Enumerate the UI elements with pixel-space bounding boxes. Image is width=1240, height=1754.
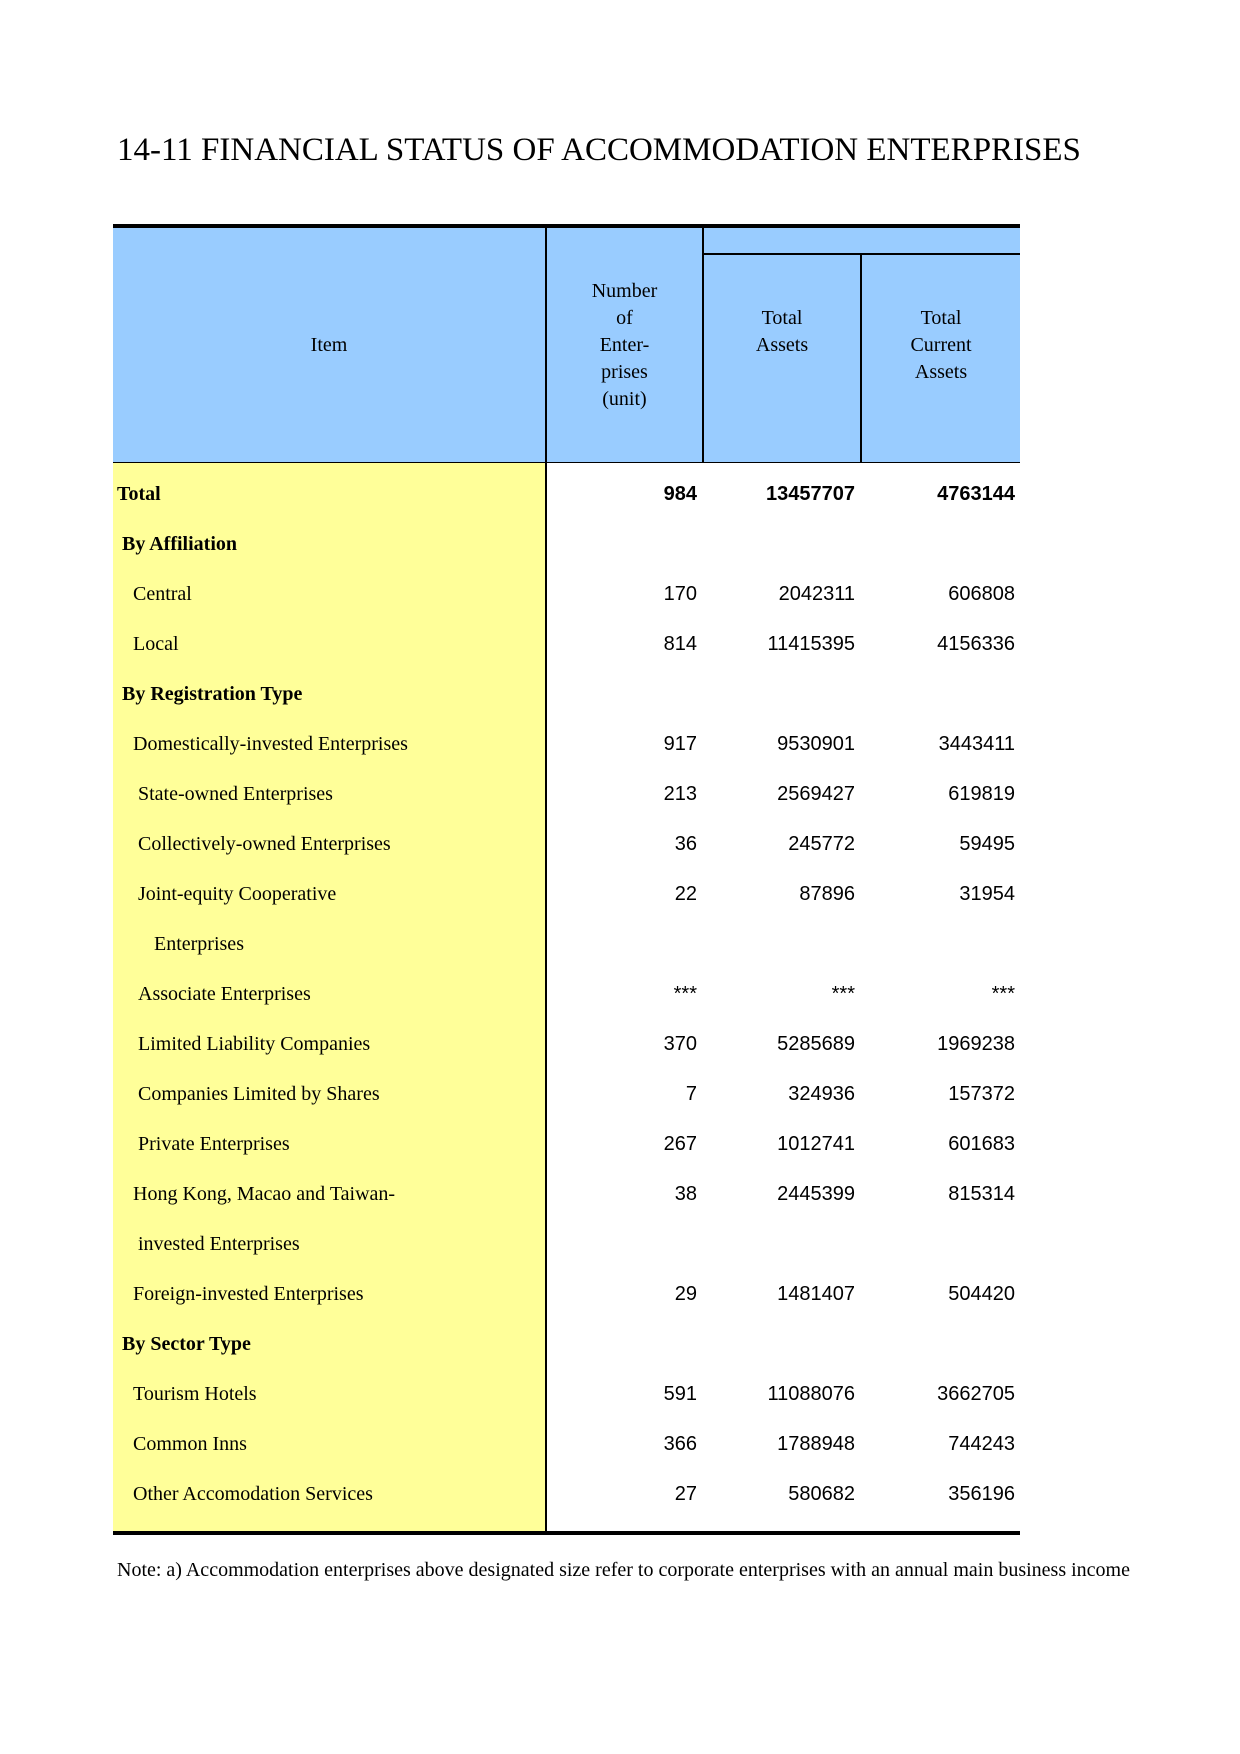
number-of-enterprises-cell: 917: [663, 733, 697, 755]
number-of-enterprises-cell: 27: [674, 1483, 697, 1505]
row-label: By Registration Type: [122, 683, 303, 705]
header-number-line: of: [616, 307, 633, 329]
number-of-enterprises-cell: [547, 669, 697, 719]
total-assets-cell: 580682: [788, 1483, 855, 1505]
total-assets-cell: 5285689: [777, 1033, 855, 1055]
total-assets-cell: [704, 1319, 855, 1369]
table-row: [113, 1269, 1020, 1319]
total-assets-cell: 1481407: [777, 1283, 855, 1305]
table-row: [113, 1469, 1020, 1519]
total-assets-cell: 9530901: [777, 733, 855, 755]
total-current-assets-cell: [862, 919, 1015, 969]
row-label: Private Enterprises: [138, 1133, 290, 1155]
header-number-of-enterprises: [547, 228, 702, 463]
table-row: [113, 969, 1020, 1019]
row-label: Associate Enterprises: [138, 983, 311, 1005]
table-row: [113, 819, 1020, 869]
header-total-current-assets-line: Total: [920, 307, 962, 329]
total-current-assets-cell: 4763144: [937, 483, 1015, 505]
total-current-assets-cell: 157372: [948, 1083, 1015, 1105]
total-current-assets-cell: 606808: [948, 583, 1015, 605]
header-group-cell: [704, 228, 1020, 253]
number-of-enterprises-cell: 984: [663, 483, 697, 505]
total-assets-cell: 13457707: [766, 483, 855, 505]
row-label: State-owned Enterprises: [138, 783, 333, 805]
header-total-current-assets-line: Assets: [914, 361, 968, 383]
header-total-assets: [704, 255, 860, 463]
row-label: Other Accomodation Services: [133, 1483, 373, 1505]
total-assets-cell: ***: [831, 983, 855, 1005]
number-of-enterprises-cell: 170: [663, 583, 697, 605]
table-row: [113, 519, 1020, 569]
table-row: [113, 769, 1020, 819]
table-row: [113, 1319, 1020, 1369]
total-current-assets-cell: 3443411: [938, 733, 1015, 755]
total-current-assets-cell: 3662705: [937, 1383, 1015, 1405]
table-row: [113, 619, 1020, 669]
row-label: Common Inns: [133, 1433, 247, 1455]
row-label: Hong Kong, Macao and Taiwan-: [133, 1183, 396, 1205]
header-item: [113, 228, 545, 463]
total-current-assets-cell: [862, 519, 1015, 569]
total-assets-cell: 11088076: [767, 1383, 855, 1405]
header-number-line: (unit): [602, 388, 647, 410]
table-row: [113, 919, 1020, 969]
total-current-assets-cell: 619819: [948, 783, 1015, 805]
total-assets-cell: 1012741: [777, 1133, 855, 1155]
table-row: [113, 1019, 1020, 1069]
row-label: Total: [117, 483, 161, 505]
total-current-assets-cell: 744243: [948, 1433, 1015, 1455]
total-current-assets-cell: [862, 669, 1015, 719]
number-of-enterprises-cell: 38: [674, 1183, 697, 1205]
number-of-enterprises-cell: 7: [685, 1083, 697, 1105]
table-row: [113, 1369, 1020, 1419]
number-of-enterprises-cell: 36: [674, 833, 697, 855]
total-assets-cell: [704, 669, 855, 719]
total-assets-cell: [704, 519, 855, 569]
total-assets-cell: 11415395: [767, 633, 855, 655]
row-label: Foreign-invested Enterprises: [133, 1283, 364, 1305]
header-total-current-assets-line: Current: [910, 334, 972, 356]
row-label: Central: [133, 583, 192, 605]
total-current-assets-cell: [862, 1219, 1015, 1269]
number-of-enterprises-cell: 29: [674, 1283, 697, 1305]
number-of-enterprises-cell: [547, 1219, 697, 1269]
row-label: Domestically-invested Enterprises: [133, 733, 408, 755]
table-row: [113, 1119, 1020, 1169]
number-of-enterprises-cell: 213: [663, 783, 697, 805]
table-row: [113, 869, 1020, 919]
header-divider: [545, 228, 547, 463]
table-row: [113, 719, 1020, 769]
number-of-enterprises-cell: 591: [663, 1383, 697, 1405]
number-of-enterprises-cell: [547, 1319, 697, 1369]
row-label: Joint-equity Cooperative: [138, 883, 337, 905]
total-current-assets-cell: [862, 1319, 1015, 1369]
number-of-enterprises-cell: 22: [674, 883, 697, 905]
number-of-enterprises-cell: 814: [663, 633, 697, 655]
number-of-enterprises-cell: 366: [663, 1433, 697, 1455]
total-current-assets-cell: 4156336: [937, 633, 1015, 655]
header-divider: [702, 228, 704, 463]
total-assets-cell: 87896: [799, 883, 855, 905]
header-number-line: Number: [591, 280, 658, 302]
number-of-enterprises-cell: [547, 919, 697, 969]
bottom-rule: [113, 1531, 1020, 1535]
total-assets-cell: 245772: [788, 833, 855, 855]
financial-status-table: [113, 224, 1020, 1537]
row-label: Limited Liability Companies: [138, 1033, 371, 1055]
total-assets-cell: [704, 919, 855, 969]
number-of-enterprises-cell: 370: [663, 1033, 697, 1055]
total-assets-cell: [704, 1219, 855, 1269]
table-row: [113, 569, 1020, 619]
row-label: Tourism Hotels: [133, 1383, 257, 1405]
row-label: Collectively-owned Enterprises: [138, 833, 391, 855]
row-label: Enterprises: [154, 933, 244, 955]
row-label: By Sector Type: [122, 1333, 251, 1355]
total-current-assets-cell: 601683: [948, 1133, 1015, 1155]
header-divider: [860, 253, 862, 463]
header-number-line: Enter-: [599, 334, 650, 356]
row-label: Companies Limited by Shares: [138, 1083, 380, 1105]
total-assets-cell: 2042311: [778, 583, 855, 605]
total-current-assets-cell: 31954: [959, 883, 1015, 905]
table-body: [113, 463, 1020, 1537]
table-row: [113, 1219, 1020, 1269]
header-total-assets-line: Total: [761, 307, 803, 329]
total-current-assets-cell: 815314: [948, 1183, 1015, 1205]
total-current-assets-cell: 504420: [948, 1283, 1015, 1305]
total-assets-cell: 1788948: [777, 1433, 855, 1455]
table-row: [113, 669, 1020, 719]
total-assets-cell: 2569427: [777, 783, 855, 805]
table-row: [113, 1169, 1020, 1219]
table-row: [113, 1069, 1020, 1119]
number-of-enterprises-cell: ***: [673, 983, 697, 1005]
header-total-assets-line: Assets: [755, 334, 809, 356]
row-label: Local: [133, 633, 179, 655]
total-current-assets-cell: 1969238: [937, 1033, 1015, 1055]
table-row: [113, 1419, 1020, 1469]
page-title: 14-11 FINANCIAL STATUS OF ACCOMMODATION ENTERPRISES: [117, 132, 1081, 168]
row-label: By Affiliation: [122, 533, 238, 555]
table-row: [113, 469, 1020, 519]
header-item-label: Item: [310, 334, 348, 356]
total-current-assets-cell: 59495: [959, 833, 1015, 855]
number-of-enterprises-cell: 267: [663, 1133, 697, 1155]
header-total-current-assets: [862, 255, 1020, 463]
total-assets-cell: 324936: [788, 1083, 855, 1105]
table-header: [113, 224, 1020, 463]
total-current-assets-cell: ***: [991, 983, 1015, 1005]
table-note: Note: a) Accommodation enterprises above designated size refer to corporate enterprises with an annual main business income: [117, 1559, 1130, 1581]
total-current-assets-cell: 356196: [948, 1483, 1015, 1505]
row-label: invested Enterprises: [138, 1233, 300, 1255]
number-of-enterprises-cell: [547, 519, 697, 569]
header-number-line: prises: [601, 361, 648, 383]
total-assets-cell: 2445399: [777, 1183, 855, 1205]
